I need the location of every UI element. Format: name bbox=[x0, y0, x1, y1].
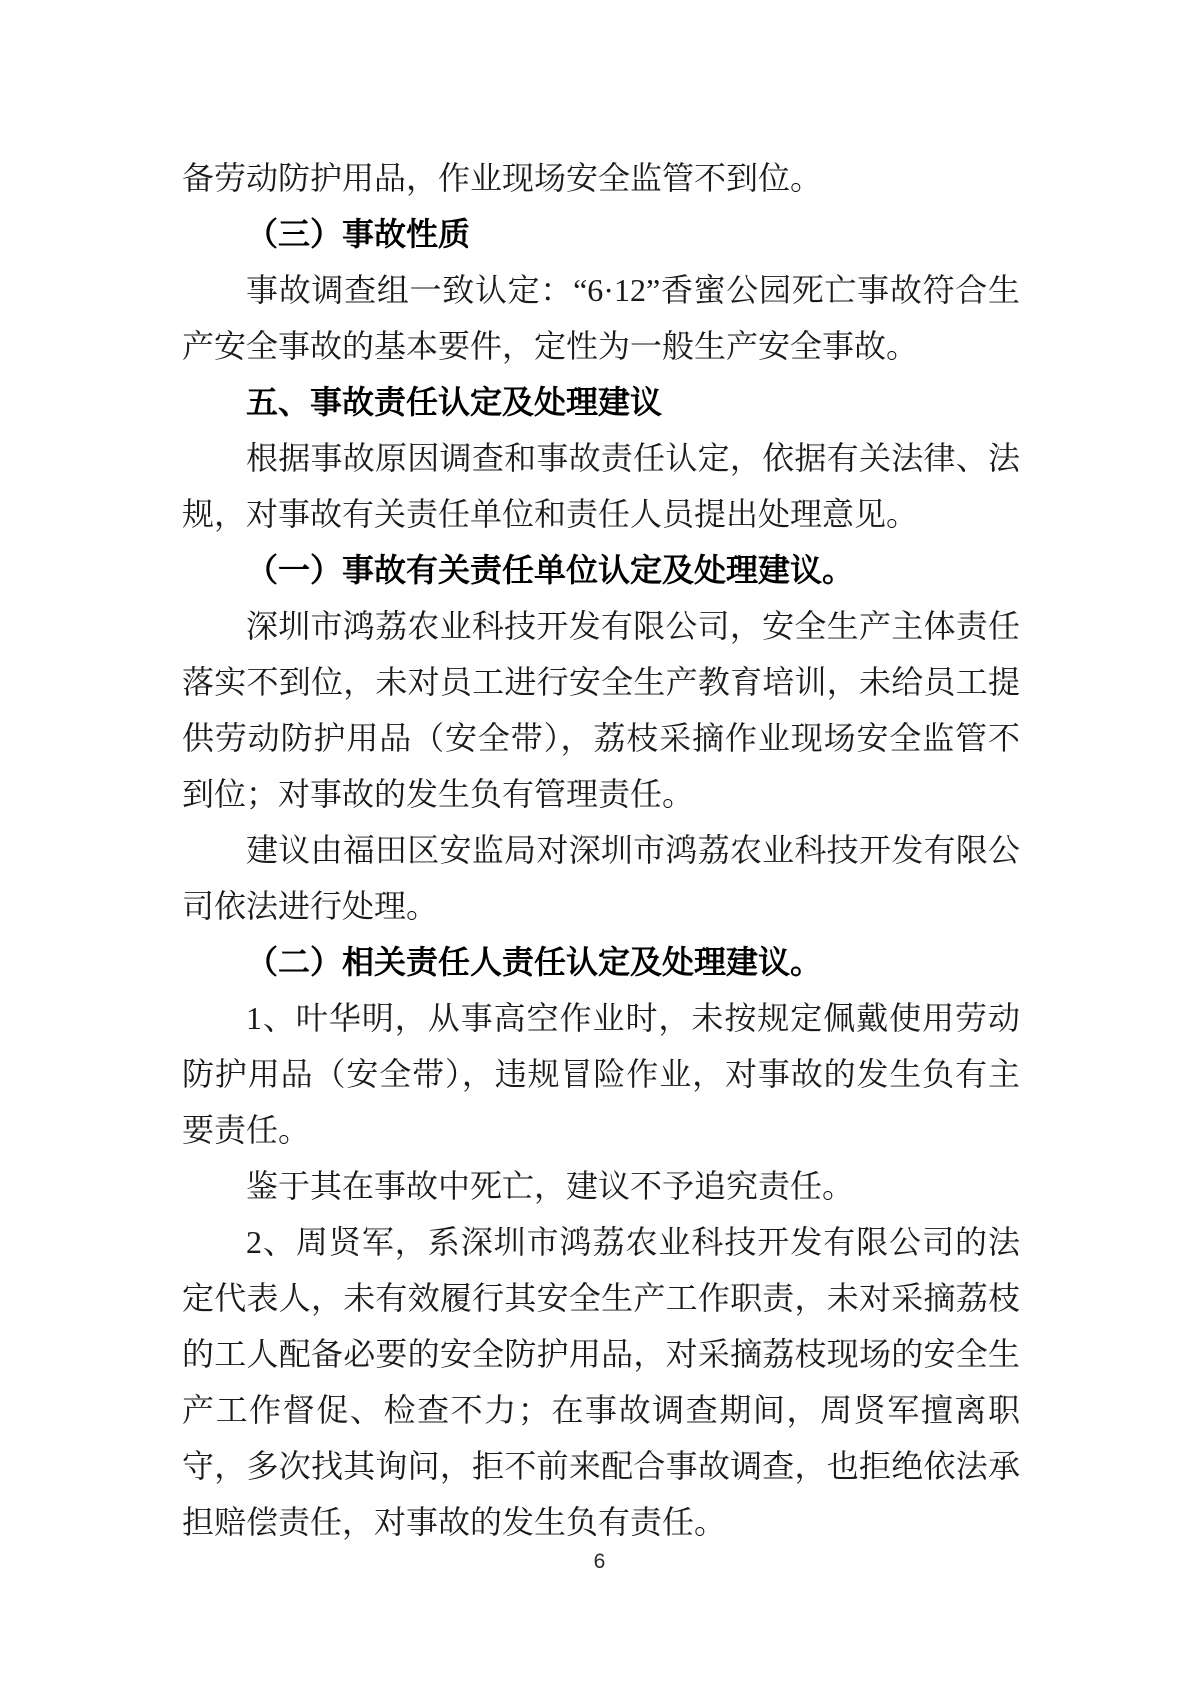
paragraph: 鉴于其在事故中死亡，建议不予追究责任。 bbox=[246, 1168, 855, 1204]
paragraph-continuation: 备劳动防护用品，作业现场安全监管不到位。 bbox=[182, 160, 823, 196]
section-heading-responsible-unit: （一）事故有关责任单位认定及处理建议。 bbox=[246, 552, 855, 588]
paragraph: 2、周贤军，系深圳市鸿荔农业科技开发有限公司的法定代表人，未有效履行其安全生产工作职责，未对采摘荔枝的工人配备必要的安全防护用品，对采摘荔枝现场的安全生产工作督促、检查不力；在事故调查期间，周贤军擅离职守，多次找其询问，拒不前来配合事故调查，也拒绝依法承担赔偿责任，对事故的发生负有责任。 bbox=[182, 1224, 1020, 1540]
page-number: 6 bbox=[593, 1550, 606, 1573]
paragraph: 事故调查组一致认定：“6·12”香蜜公园死亡事故符合生产安全事故的基本要件，定性为一般生产安全事故。 bbox=[182, 272, 1020, 364]
paragraph: 深圳市鸿荔农业科技开发有限公司，安全生产主体责任落实不到位，未对员工进行安全生产教育培训，未给员工提供劳动防护用品（安全带），荔枝采摘作业现场安全监管不到位；对事故的发生负有管理责任。 bbox=[182, 608, 1020, 812]
document-body bbox=[182, 150, 1020, 1550]
section-heading-accident-nature: （三）事故性质 bbox=[246, 216, 471, 252]
section-heading-responsible-persons: （二）相关责任人责任认定及处理建议。 bbox=[246, 944, 823, 980]
section-heading-responsibility: 五、事故责任认定及处理建议 bbox=[246, 384, 663, 420]
paragraph: 建议由福田区安监局对深圳市鸿荔农业科技开发有限公司依法进行处理。 bbox=[182, 832, 1020, 924]
paragraph: 1、叶华明，从事高空作业时，未按规定佩戴使用劳动防护用品（安全带），违规冒险作业，对事故的发生负有主要责任。 bbox=[182, 1000, 1020, 1148]
paragraph: 根据事故原因调查和事故责任认定，依据有关法律、法规，对事故有关责任单位和责任人员提出处理意见。 bbox=[182, 440, 1020, 532]
